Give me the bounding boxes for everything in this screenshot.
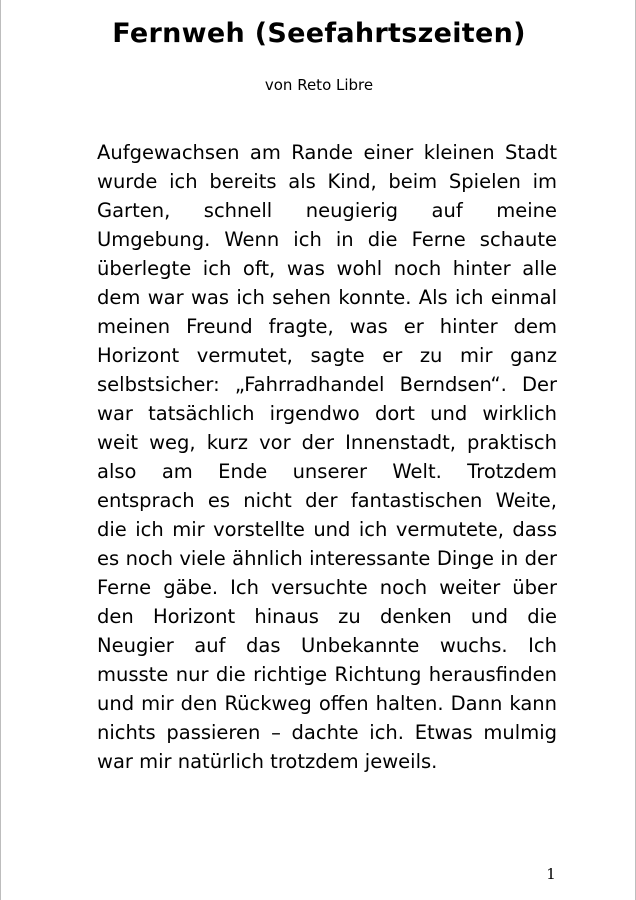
- body-paragraph: Aufgewachsen am Rande einer kleinen Stadt wurde ich bereits als Kind, beim Spielen im Garten, schnell neugierig auf meine Umgebung. Wenn ich in die Ferne schaute überlegte ich oft, was wohl noch hinter alle dem war was ich sehen konnte. Als ich einmal meinen Freund fragte, was er hinter dem Horizont vermutet, sagte er zu mir ganz selbstsicher: „Fahrradhandel Berndsen“. Der war tatsächlich irgendwo dort und wirklich weit weg, kurz vor der Innenstadt, praktisch also am Ende unserer Welt. Trotzdem entsprach es nicht der fantastischen Weite, die ich mir vorstellte und ich vermutete, dass es noch viele ähnlich interessante Dinge in der Ferne gäbe. Ich versuchte noch weiter über den Horizont hinaus zu denken und die Neugier auf das Unbekannte wuchs. Ich musste nur die richtige Richtung herausfinden und mir den Rückweg offen halten. Dann kann nichts passieren – dachte ich. Etwas mulmig war mir natürlich trotzdem jeweils.: [97, 141, 557, 773]
- author-line: von Reto Libre: [264, 76, 374, 94]
- page-number: 1: [546, 865, 556, 883]
- page-title: Fernweh (Seefahrtszeiten): [112, 18, 526, 49]
